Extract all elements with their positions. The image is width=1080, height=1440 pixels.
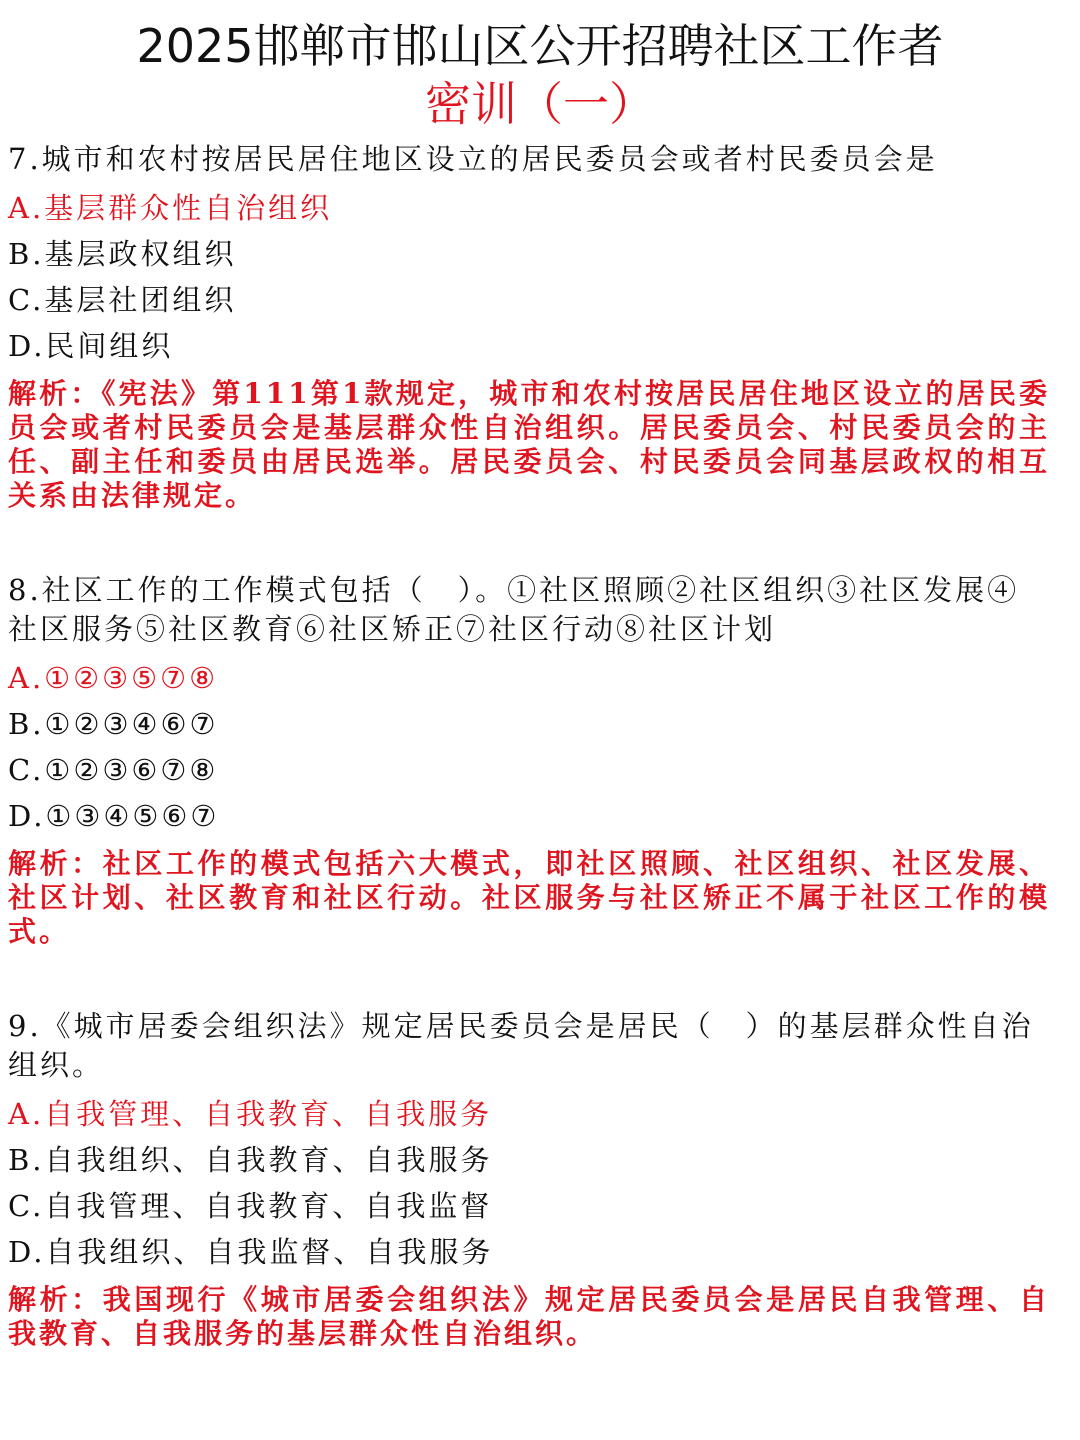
option-d: D.民间组织: [8, 329, 174, 363]
page-header: [0, 0, 1080, 130]
question-8: [8, 571, 1050, 949]
question-stem: 8.社区工作的工作模式包括（ ）。①社区照顾②社区组织③社区发展④社区服务⑤社区教育⑥社区矫正⑦社区行动⑧社区计划: [8, 573, 1020, 646]
option-c: C.自我管理、自我教育、自我监督: [8, 1189, 493, 1223]
option-b: B.自我组织、自我教育、自我服务: [8, 1143, 493, 1177]
page-subtitle: 密训（一）: [425, 77, 655, 131]
option-d: D.自我组织、自我监督、自我服务: [8, 1235, 494, 1269]
page-title: 2025邯郸市邯山区公开招聘社区工作者: [136, 19, 944, 73]
question-list: [8, 140, 1050, 1409]
option-c: C.①②③⑥⑦⑧: [8, 753, 219, 787]
question-9: [8, 1007, 1050, 1351]
option-d: D.①③④⑤⑥⑦: [8, 799, 220, 833]
question-analysis: 解析：《宪法》第111第1款规定，城市和农村按居民居住地区设立的居民委员会或者村民委员会是基层群众性自治组织。居民委员会、村民委员会的主任、副主任和委员由居民选举。居民委员会、村民委员会同基层政权的相互关系由法律规定。: [8, 377, 1050, 512]
option-a-correct: A.自我管理、自我教育、自我服务: [8, 1097, 493, 1131]
option-a-correct: A.①②③⑤⑦⑧: [8, 661, 219, 695]
question-stem: 9.《城市居委会组织法》规定居民委员会是居民（ ）的基层群众性自治组织。: [8, 1009, 1034, 1082]
option-a-correct: A.基层群众性自治组织: [8, 191, 333, 225]
option-c: C.基层社团组织: [8, 283, 237, 317]
question-7: [8, 140, 1050, 513]
option-b: B.①②③④⑥⑦: [8, 707, 219, 741]
question-stem: 7.城市和农村按居民居住地区设立的居民委员会或者村民委员会是: [8, 142, 938, 176]
option-b: B.基层政权组织: [8, 237, 237, 271]
question-analysis: 解析：社区工作的模式包括六大模式，即社区照顾、社区组织、社区发展、社区计划、社区教育和社区行动。社区服务与社区矫正不属于社区工作的模式。: [8, 847, 1050, 948]
question-analysis: 解析：我国现行《城市居委会组织法》规定居民委员会是居民自我管理、自我教育、自我服务的基层群众性自治组织。: [8, 1283, 1050, 1350]
